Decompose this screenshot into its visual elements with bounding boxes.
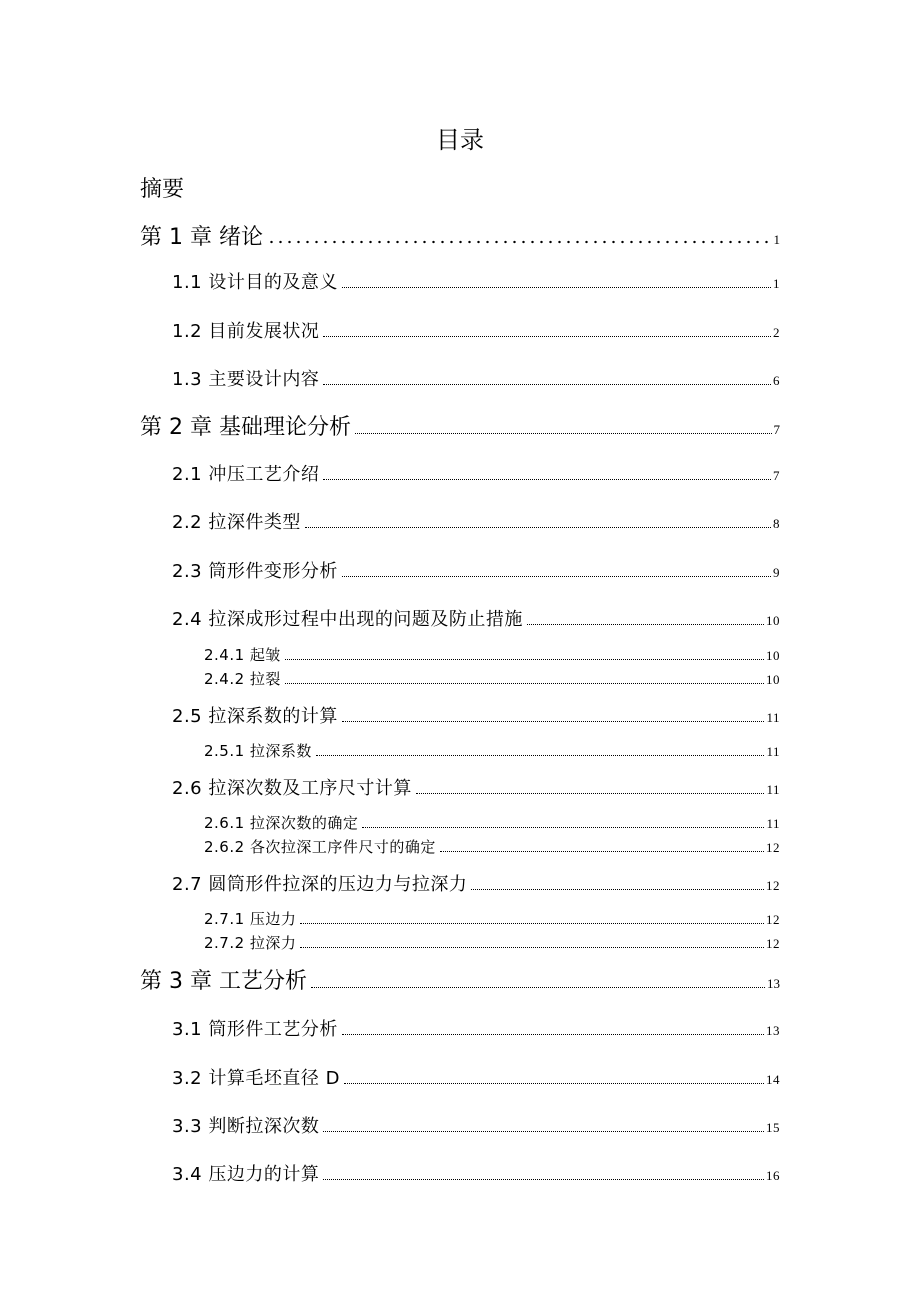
- toc-page-number: 9: [773, 565, 780, 580]
- toc-entry-3-3[interactable]: [172, 1112, 780, 1138]
- dot-leader: [305, 526, 771, 528]
- toc-page-number: 11: [766, 782, 780, 797]
- toc-page-number: 13: [767, 976, 780, 991]
- toc-entry-label: 2.7 圆筒形件拉深的压边力与拉深力: [172, 874, 468, 895]
- toc-entry-label: 2.6.1 拉深次数的确定: [204, 814, 359, 832]
- dot-leader: [300, 922, 764, 924]
- toc-entry-label: 第 2 章 基础理论分析: [140, 415, 351, 440]
- dot-leader: [344, 1082, 764, 1084]
- toc-page-number: 12: [766, 912, 780, 927]
- toc-entry-label: 2.7.1 压边力: [204, 910, 297, 928]
- toc-entry-2-7[interactable]: [172, 870, 780, 896]
- toc-entry-label: 2.4 拉深成形过程中出现的问题及防止措施: [172, 609, 523, 630]
- toc-entry-2-4-2[interactable]: [204, 668, 780, 689]
- toc-page-number: 12: [766, 878, 780, 893]
- toc-entry-label: 2.6.2 各次拉深工序件尺寸的确定: [204, 838, 436, 856]
- toc-page-number: 11: [766, 710, 780, 725]
- toc-entry-label: 2.5.1 拉深系数: [204, 742, 312, 760]
- toc-entry-label: 第 1 章 绪论: [140, 225, 263, 250]
- toc-entry-label: 2.5 拉深系数的计算: [172, 706, 338, 727]
- toc-entry-label: 1.3 主要设计内容: [172, 369, 320, 390]
- toc-entry-1-1[interactable]: [172, 268, 780, 294]
- toc-entry-label: 3.1 筒形件工艺分析: [172, 1019, 338, 1040]
- toc-entry-label: 3.4 压边力的计算: [172, 1164, 320, 1185]
- toc-entry-chapter-2[interactable]: [140, 410, 780, 441]
- toc-page-number: 10: [766, 648, 780, 663]
- toc-entry-1-3[interactable]: [172, 365, 780, 391]
- dot-leader: [342, 286, 771, 288]
- toc-entry-chapter-3[interactable]: [140, 964, 780, 995]
- toc-title: 目录: [436, 126, 484, 154]
- toc-entry-label: 2.4.1 起皱: [204, 646, 281, 664]
- dot-leader: [323, 478, 771, 480]
- toc-page-number: 7: [773, 422, 780, 437]
- toc-entry-label: 第 3 章 工艺分析: [140, 969, 307, 994]
- toc-entry-label: 2.4.2 拉裂: [204, 670, 281, 688]
- toc-entry-2-5-1[interactable]: [204, 740, 780, 761]
- toc-page-number: 12: [766, 840, 780, 855]
- toc-entry-label: 2.7.2 拉深力: [204, 934, 297, 952]
- toc-entry-label: 2.2 拉深件类型: [172, 512, 301, 533]
- toc-page-number: 11: [766, 816, 780, 831]
- toc-entry-2-7-2[interactable]: [204, 932, 780, 953]
- dot-leader: [267, 240, 772, 244]
- toc-entry-2-6[interactable]: [172, 774, 780, 800]
- toc-entry-2-1[interactable]: [172, 460, 780, 486]
- toc-page-number: 12: [766, 936, 780, 951]
- dot-leader: [323, 1130, 764, 1132]
- dot-leader: [362, 826, 764, 828]
- toc-page-number: 14: [766, 1072, 780, 1087]
- toc-entry-label: 1.1 设计目的及意义: [172, 272, 338, 293]
- toc-entry-label: 2.6 拉深次数及工序尺寸计算: [172, 778, 412, 799]
- toc-entry-2-6-2[interactable]: [204, 836, 780, 857]
- dot-leader: [311, 986, 765, 988]
- toc-entry-3-2[interactable]: [172, 1064, 780, 1090]
- dot-leader: [316, 754, 765, 756]
- dot-leader: [416, 792, 765, 794]
- toc-entry-2-4[interactable]: [172, 605, 780, 631]
- dot-leader: [300, 946, 764, 948]
- dot-leader: [323, 383, 771, 385]
- toc-entry-3-1[interactable]: [172, 1015, 780, 1041]
- toc-entry-2-7-1[interactable]: [204, 908, 780, 929]
- toc-page-number: 7: [773, 468, 780, 483]
- toc-entry-3-4[interactable]: [172, 1160, 780, 1186]
- toc-page-number: 15: [766, 1120, 780, 1135]
- toc-entry-chapter-1[interactable]: [140, 220, 780, 251]
- toc-page-number: 2: [773, 325, 780, 340]
- toc-entry-2-2[interactable]: [172, 508, 780, 534]
- dot-leader: [323, 1178, 764, 1180]
- toc-page-number: 8: [773, 516, 780, 531]
- toc-page-number: 10: [766, 613, 780, 628]
- dot-leader: [355, 432, 772, 434]
- toc-page-number: 16: [766, 1168, 780, 1183]
- dot-leader: [285, 658, 764, 660]
- toc-entry-label: 3.2 计算毛坯直径 D: [172, 1068, 340, 1089]
- toc-page-number: 10: [766, 672, 780, 687]
- toc-entry-1-2[interactable]: [172, 317, 780, 343]
- toc-entry-2-3[interactable]: [172, 557, 780, 583]
- dot-leader: [471, 888, 764, 890]
- toc-entry-label: 3.3 判断拉深次数: [172, 1116, 320, 1137]
- abstract-heading: 摘要: [140, 177, 185, 202]
- toc-page-number: 1: [773, 232, 780, 247]
- dot-leader: [440, 850, 764, 852]
- dot-leader: [342, 1033, 764, 1035]
- toc-entry-2-6-1[interactable]: [204, 812, 780, 833]
- toc-entry-2-5[interactable]: [172, 702, 780, 728]
- toc-page-number: 13: [766, 1023, 780, 1038]
- toc-page-number: 6: [773, 373, 780, 388]
- dot-leader: [342, 575, 771, 577]
- toc-entry-label: 2.1 冲压工艺介绍: [172, 464, 320, 485]
- dot-leader: [323, 335, 771, 337]
- toc-entry-2-4-1[interactable]: [204, 644, 780, 665]
- toc-entry-label: 1.2 目前发展状况: [172, 321, 320, 342]
- toc-page-number: 1: [773, 276, 780, 291]
- toc-entry-label: 2.3 筒形件变形分析: [172, 561, 338, 582]
- dot-leader: [342, 720, 765, 722]
- dot-leader: [527, 623, 764, 625]
- dot-leader: [285, 682, 764, 684]
- toc-page-number: 11: [766, 744, 780, 759]
